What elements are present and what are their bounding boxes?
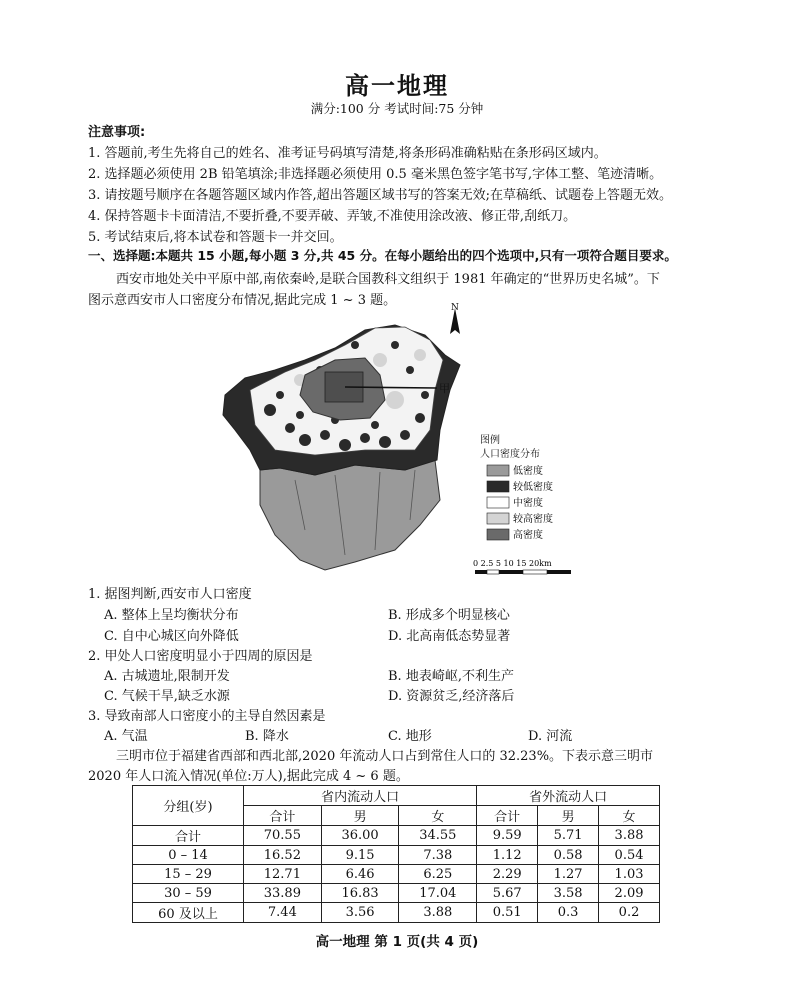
option-a: A. 气温 xyxy=(104,729,148,744)
table-cell: 2.29 xyxy=(477,865,538,884)
table-subheader: 女 xyxy=(599,806,660,826)
table-cell: 6.46 xyxy=(321,865,399,884)
table-cell: 2.09 xyxy=(599,884,660,903)
table-cell: 17.04 xyxy=(399,884,477,903)
table-subheader: 男 xyxy=(538,806,599,826)
table-cell: 6.25 xyxy=(399,865,477,884)
option-b: B. 地表崎岖,不利生产 xyxy=(388,669,514,684)
north-label: N xyxy=(451,303,459,313)
page-footer: 高一地理 第 1 页(共 4 页) xyxy=(315,934,479,950)
option-c: C. 自中心城区向外降低 xyxy=(104,629,239,644)
table-cell: 33.89 xyxy=(244,884,322,903)
table-cell: 0.3 xyxy=(538,903,599,923)
option-c: C. 气候干旱,缺乏水源 xyxy=(104,689,230,704)
table-cell: 30 – 59 xyxy=(133,884,244,903)
population-inflow-table xyxy=(132,785,660,923)
scale-bar xyxy=(473,559,571,574)
legend-title: 图例 xyxy=(480,435,500,446)
table-cell: 0.58 xyxy=(538,846,599,865)
table-cell: 9.15 xyxy=(321,846,399,865)
table-header: 省内流动人口 xyxy=(244,786,477,806)
question-stem: 2. 甲处人口密度明显小于四周的原因是 xyxy=(88,649,313,664)
table-cell: 36.00 xyxy=(321,826,399,846)
question-stem: 1. 据图判断,西安市人口密度 xyxy=(88,587,252,602)
intro-text: 2020 年人口流入情况(单位:万人),据此完成 4 ~ 6 题。 xyxy=(88,769,409,784)
map-marker-label: 甲 xyxy=(439,382,450,395)
table-cell: 1.12 xyxy=(477,846,538,865)
table-cell: 5.67 xyxy=(477,884,538,903)
table-cell: 0 – 14 xyxy=(133,846,244,865)
notice-item: 1. 答题前,考生先将自己的姓名、准考证号码填写清楚,将条形码准确粘贴在条形码区域内。 xyxy=(88,146,607,161)
table-header: 省外流动人口 xyxy=(477,786,660,806)
table-cell: 16.83 xyxy=(321,884,399,903)
table-cell: 5.71 xyxy=(538,826,599,846)
notice-heading: 注意事项: xyxy=(88,125,146,140)
table-cell: 1.27 xyxy=(538,865,599,884)
table-cell: 12.71 xyxy=(244,865,322,884)
question-stem: 3. 导致南部人口密度小的主导自然因素是 xyxy=(88,709,326,724)
option-d: D. 河流 xyxy=(528,729,573,744)
table-cell: 7.38 xyxy=(399,846,477,865)
table-header: 分组(岁) xyxy=(133,786,244,826)
scale-label: 0 2.5 5 10 15 20km xyxy=(473,559,552,568)
option-b: B. 降水 xyxy=(245,729,289,744)
population-density-map xyxy=(205,300,595,580)
table-cell: 0.51 xyxy=(477,903,538,923)
option-a: A. 古城遗址,限制开发 xyxy=(104,669,230,684)
table-row xyxy=(133,903,660,923)
section-heading: 一、选择题:本题共 15 小题,每小题 3 分,共 45 分。在每小题给出的四个选项中,只有一项符合题目要求。 xyxy=(88,248,677,263)
option-a: A. 整体上呈均衡状分布 xyxy=(104,608,239,623)
table-cell: 7.44 xyxy=(244,903,322,923)
legend-label: 较高密度 xyxy=(513,514,553,525)
legend-label: 高密度 xyxy=(513,530,543,541)
intro-text: 西安市地处关中平原中部,南依秦岭,是联合国教科文组织于 1981 年确定的“世界历史名城”。下 xyxy=(116,272,660,287)
option-b: B. 形成多个明显核心 xyxy=(388,608,510,623)
legend-label: 较低密度 xyxy=(513,482,553,493)
table-cell: 9.59 xyxy=(477,826,538,846)
table-row xyxy=(133,846,660,865)
exam-meta: 满分:100 分 考试时间:75 分钟 xyxy=(310,101,484,116)
legend-label: 低密度 xyxy=(513,466,543,477)
table-cell: 0.2 xyxy=(599,903,660,923)
intro-text: 图示意西安市人口密度分布情况,据此完成 1 ~ 3 题。 xyxy=(88,293,397,308)
table-row xyxy=(133,826,660,846)
table-cell: 3.58 xyxy=(538,884,599,903)
option-c: C. 地形 xyxy=(388,729,432,744)
table-subheader: 女 xyxy=(399,806,477,826)
table-cell: 1.03 xyxy=(599,865,660,884)
table-subheader: 男 xyxy=(321,806,399,826)
table-cell: 0.54 xyxy=(599,846,660,865)
table-cell: 15 – 29 xyxy=(133,865,244,884)
table-cell: 60 及以上 xyxy=(133,903,244,923)
notice-item: 5. 考试结束后,将本试卷和答题卡一并交回。 xyxy=(88,230,343,245)
table-cell: 3.56 xyxy=(321,903,399,923)
table-cell: 34.55 xyxy=(399,826,477,846)
table-cell: 70.55 xyxy=(244,826,322,846)
notice-item: 4. 保持答题卡卡面清洁,不要折叠,不要弄破、弄皱,不准使用涂改液、修正带,刮纸刀。 xyxy=(88,209,577,224)
notice-item: 3. 请按题号顺序在各题答题区域内作答,超出答题区域书写的答案无效;在草稿纸、试题卷上答题无效。 xyxy=(88,188,673,203)
table-subheader: 合计 xyxy=(477,806,538,826)
table-cell: 3.88 xyxy=(599,826,660,846)
page-title: 高一地理 xyxy=(345,72,449,100)
table-subheader: 合计 xyxy=(244,806,322,826)
table-cell: 合计 xyxy=(133,826,244,846)
legend-subtitle: 人口密度分布 xyxy=(480,449,540,460)
table-row xyxy=(133,865,660,884)
legend-label: 中密度 xyxy=(513,498,543,509)
option-d: D. 资源贫乏,经济落后 xyxy=(388,689,515,704)
table-row xyxy=(133,884,660,903)
notice-item: 2. 选择题必须使用 2B 铅笔填涂;非选择题必须使用 0.5 毫米黑色签字笔书写,字体工整、笔迹清晰。 xyxy=(88,167,663,182)
option-d: D. 北高南低态势显著 xyxy=(388,629,511,644)
table-cell: 16.52 xyxy=(244,846,322,865)
table-cell: 3.88 xyxy=(399,903,477,923)
map-legend xyxy=(487,464,553,541)
intro-text: 三明市位于福建省西部和西北部,2020 年流动人口占到常住人口的 32.23%。下表示意三明市 xyxy=(116,749,654,764)
